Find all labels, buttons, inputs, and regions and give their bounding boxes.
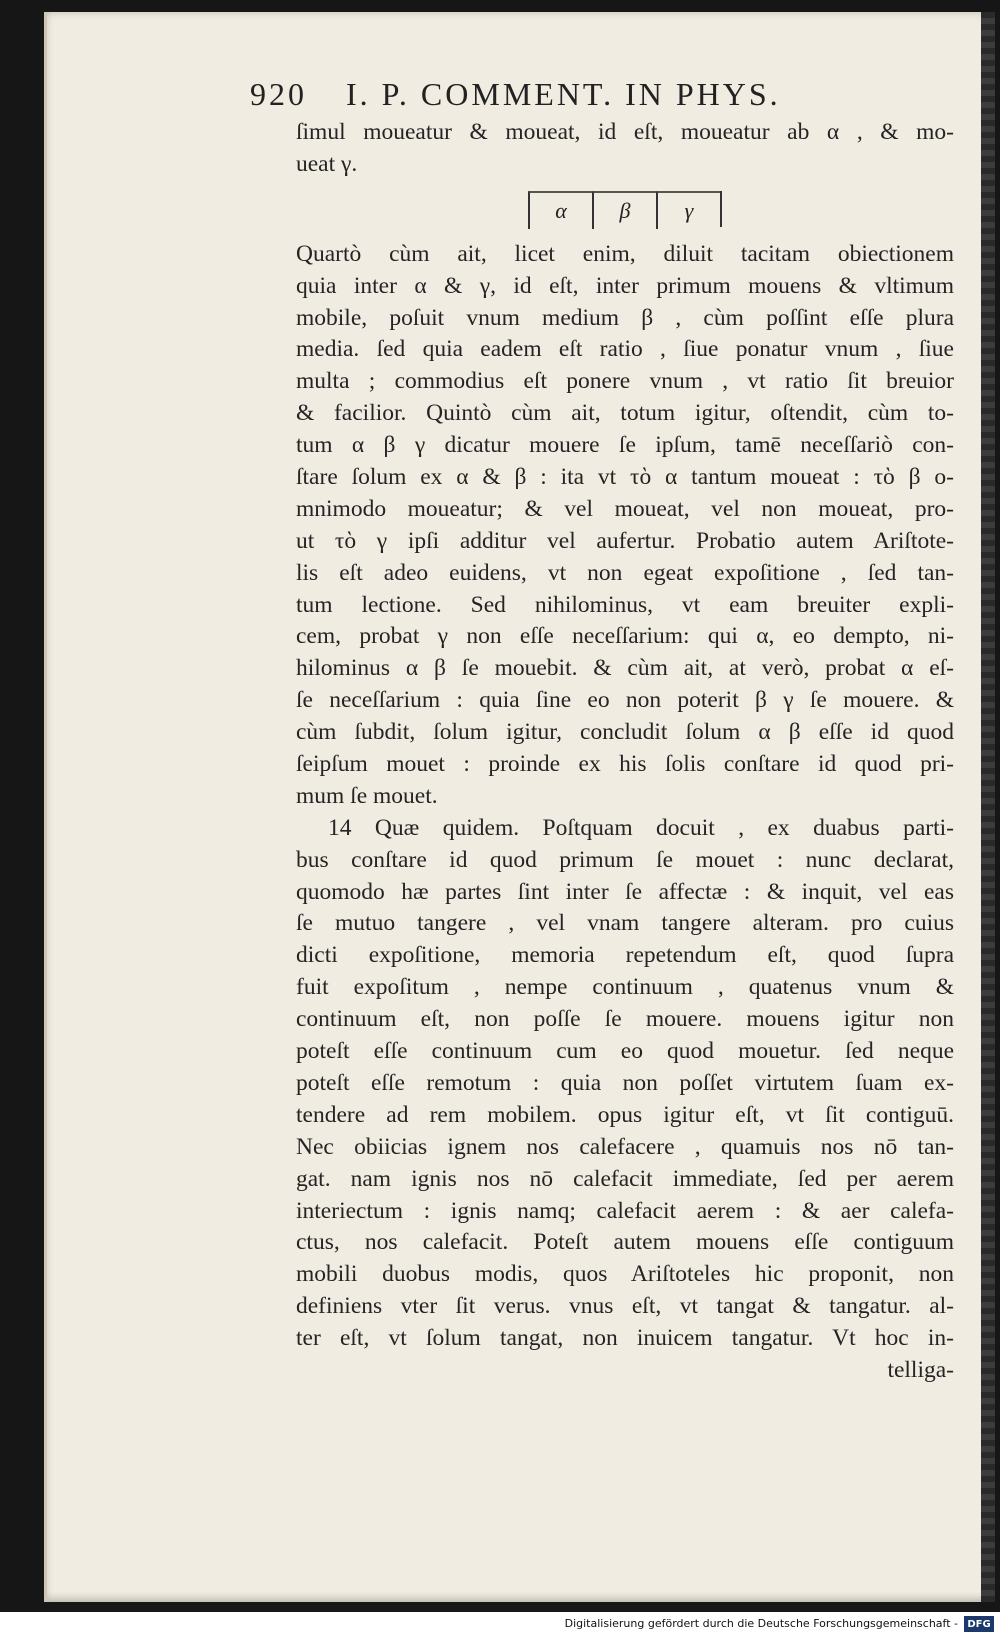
alpha-beta-gamma-diagram bbox=[296, 181, 954, 239]
text-line: ſe mutuo tangere , vel vnam tangere alteram. pro cuius bbox=[296, 910, 954, 937]
running-title: I. P. COMMENT. IN PHYS. bbox=[346, 76, 781, 112]
diagram-cell-alpha: α bbox=[528, 191, 592, 229]
text-line: ter eſt, vt ſolum tangat, non inuicem tangatur. Vt hoc in- bbox=[296, 1325, 954, 1352]
catchword: telliga- bbox=[887, 1356, 954, 1383]
dfg-logo: DFG bbox=[964, 1616, 994, 1632]
text-line: ueat γ. bbox=[296, 150, 358, 177]
text-line: mnimodo moueatur; & vel moueat, vel non moueat, pro- bbox=[296, 495, 954, 522]
text-line: Nec obiicias ignem nos calefacere , quamuis nos nō tan- bbox=[296, 1133, 954, 1160]
text-line: multa ; commodius eſt ponere vnum , vt ratio ſit breuior bbox=[296, 368, 954, 395]
text-line: quia inter α & γ, id eſt, inter primum mouens & vltimum bbox=[296, 272, 954, 299]
text-line: interiectum : ignis namq; calefacit aerem : & aer calefa- bbox=[296, 1197, 954, 1224]
text-line: ſtare ſolum ex α & β : ita vt τὸ α tantum moueat : τὸ β o- bbox=[296, 464, 954, 491]
text-line: mobili duobus modis, quos Ariſtoteles hic proponit, non bbox=[296, 1261, 954, 1288]
text-line: cùm ſubdit, ſolum igitur, concludit ſolum α β eſſe id quod bbox=[296, 719, 954, 746]
text-line: poteſt eſſe continuum cum eo quod mouetur. ſed neque bbox=[296, 1038, 954, 1065]
text-line: ut τὸ γ ipſi additur vel aufertur. Probatio autem Ariſtote- bbox=[296, 527, 954, 554]
text-line: tum lectione. Sed nihilominus, vt eam breuiter expli- bbox=[296, 591, 954, 618]
diagram-cell-gamma: γ bbox=[656, 191, 720, 229]
text-line: & facilior. Quintò cùm ait, totum igitur, oſtendit, cùm to- bbox=[296, 400, 954, 427]
text-line: ctus, nos calefacit. Poteſt autem mouens eſſe contiguum bbox=[296, 1229, 954, 1256]
text-line: fuit expoſitum , nempe continuum , quatenus vnum & bbox=[296, 974, 954, 1001]
text-line: poteſt eſſe remotum : quia non poſſet virtutem ſuam ex- bbox=[296, 1069, 954, 1096]
text-line: lis eſt adeo euidens, vt non egeat expoſitione , ſed tan- bbox=[296, 559, 954, 586]
text-line: hilominus α β ſe mouebit. & cùm ait, at verò, probat α eſ- bbox=[296, 655, 954, 682]
text-line: bus conſtare id quod primum ſe mouet : nunc declarat, bbox=[296, 846, 954, 873]
text-line: gat. nam ignis nos nō calefacit immediate, ſed per aerem bbox=[296, 1165, 954, 1192]
text-line: 14 Quæ quidem. Poſtquam docuit , ex duabus parti- bbox=[328, 814, 954, 841]
text-line: tendere ad rem mobilem. opus igitur eſt, vt ſit contiguū. bbox=[296, 1101, 954, 1128]
footer-bar bbox=[0, 1612, 1000, 1638]
text-line: ſimul moueatur & moueat, id eſt, moueatur ab α , & mo- bbox=[296, 119, 954, 145]
text-line: ſe neceſſarium : quia ſine eo non poterit β γ ſe mouere. & bbox=[296, 687, 954, 714]
text-line: dicti expoſitione, memoria repetendum eſt, quod ſupra bbox=[296, 942, 954, 969]
digitization-credit: Digitalisierung gefördert durch die Deutsche Forschungsgemeinschaft - bbox=[564, 1617, 958, 1630]
diagram-cell-beta: β bbox=[592, 191, 656, 229]
running-header bbox=[250, 76, 890, 113]
text-line: ſeipſum mouet : proinde ex his ſolis conſtare id quod pri- bbox=[296, 751, 954, 778]
text-line: definiens vter ſit verus. vnus eſt, vt tangat & tangatur. al- bbox=[296, 1293, 954, 1320]
text-line: Quartò cùm ait, licet enim, diluit tacitam obiectionem bbox=[296, 240, 954, 267]
text-line: tum α β γ dicatur mouere ſe ipſum, tamē neceſſariò con- bbox=[296, 432, 954, 459]
text-line: mobile, poſuit vnum medium β , cùm poſſint eſſe plura bbox=[296, 304, 954, 331]
diagram-end-bar bbox=[720, 191, 722, 227]
text-line: quomodo hæ partes ſint inter ſe affectæ : & inquit, vel eas bbox=[296, 878, 954, 905]
text-line: mum ſe mouet. bbox=[296, 782, 438, 809]
text-line: media. ſed quia eadem eſt ratio , ſiue ponatur vnum , ſiue bbox=[296, 336, 954, 363]
text-line: continuum eſt, non poſſe ſe mouere. mouens igitur non bbox=[296, 1006, 954, 1033]
body-text bbox=[296, 117, 954, 1387]
page-edge bbox=[981, 12, 995, 1602]
text-line: cem, probat γ non eſſe neceſſarium: qui α, eo dempto, ni- bbox=[296, 623, 954, 650]
page-number: 920 bbox=[250, 76, 307, 112]
